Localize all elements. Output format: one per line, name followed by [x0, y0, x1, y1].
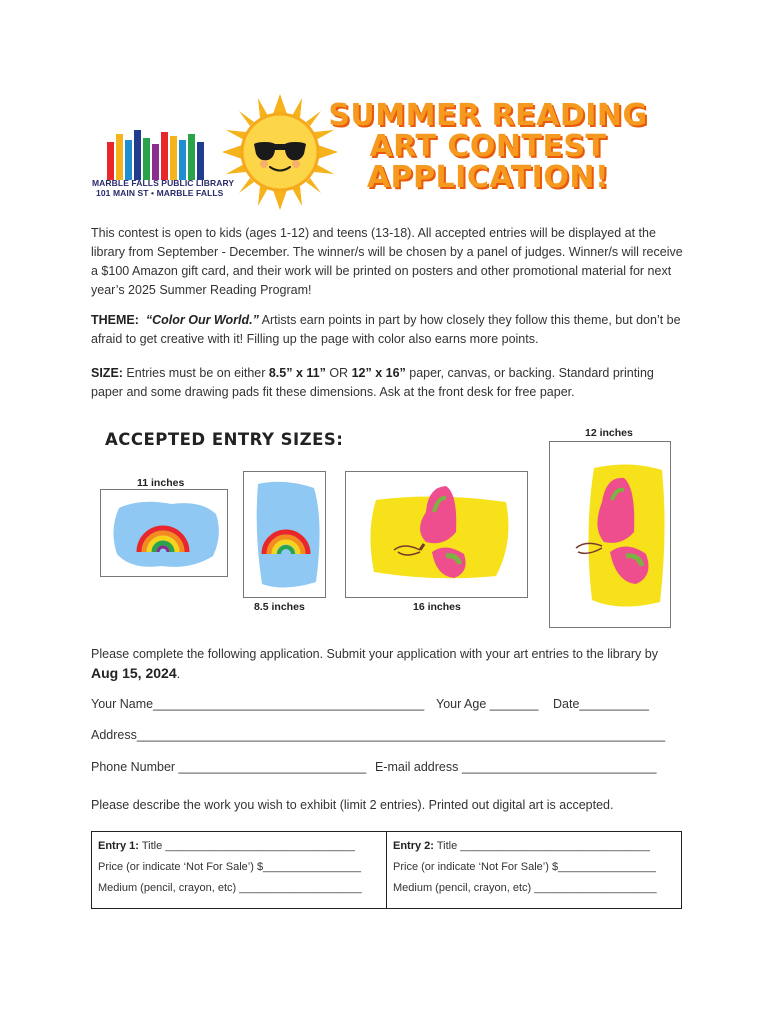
- deadline-period: .: [176, 667, 181, 681]
- accepted-sizes-heading: ACCEPTED ENTRY SIZES:: [105, 430, 344, 449]
- logo-book: [125, 140, 132, 180]
- title-line-1: SUMMER READING: [328, 98, 648, 133]
- size-label: SIZE:: [91, 366, 123, 380]
- entry-1-cell: [92, 832, 387, 908]
- logo-book: [197, 142, 204, 180]
- entry-2-title-field[interactable]: [393, 840, 650, 852]
- library-logo: [92, 130, 235, 200]
- logo-book: [134, 130, 141, 180]
- entry-2-title: Title _______________________________: [433, 840, 650, 852]
- logo-book: [179, 140, 186, 180]
- instructions-paragraph: [91, 645, 683, 684]
- entry-2-label: Entry 2:: [393, 840, 434, 852]
- date-field[interactable]: Date__________: [553, 697, 649, 711]
- entry-2-medium-field[interactable]: Medium (pencil, crayon, etc) ____________________: [393, 882, 657, 894]
- theme-paragraph: [91, 311, 683, 349]
- size-paragraph: [91, 364, 683, 402]
- size-text-1: Entries must be on either: [122, 366, 269, 380]
- address-field[interactable]: Address____________________________________________________________________________: [91, 728, 666, 742]
- describe-instruction: Please describe the work you wish to exhibit (limit 2 entries). Printed out digital art is accepted.: [91, 798, 614, 812]
- name-field[interactable]: Your Name_______________________________________: [91, 697, 425, 711]
- frame-a-width-label: 11 inches: [137, 477, 185, 489]
- size-option-1: 8.5” x 11”: [268, 366, 326, 380]
- frame-c-landscape: [345, 471, 528, 598]
- email-field[interactable]: E-mail address ____________________________: [375, 760, 657, 774]
- logo-book: [161, 132, 168, 180]
- logo-book: [143, 138, 150, 180]
- logo-address: 101 MAIN ST • MARBLE FALLS: [96, 188, 224, 198]
- instructions-text: Please complete the following application. Submit your application with your art entries to the library by: [91, 647, 658, 661]
- theme-text: Artists earn points in part by how closely they follow this theme, but don’t be afraid to get creative with it! Filling up the page with color also earns more points.: [91, 313, 681, 346]
- books-graphic: [107, 130, 217, 180]
- butterfly-drawing-icon: [346, 472, 527, 597]
- logo-book: [116, 134, 123, 180]
- logo-library-name: MARBLE FALLS PUBLIC LIBRARY: [92, 178, 235, 188]
- entry-1-medium-field[interactable]: Medium (pencil, crayon, etc) ____________________: [98, 882, 362, 894]
- rainbow-drawing-icon: [244, 472, 325, 597]
- size-option-2: 12” x 16”: [351, 366, 406, 380]
- entry-1-title: Title _______________________________: [138, 840, 355, 852]
- logo-book: [170, 136, 177, 180]
- logo-book: [188, 134, 195, 180]
- frame-b-width-label: 8.5 inches: [254, 601, 305, 613]
- intro-paragraph: This contest is open to kids (ages 1-12) and teens (13-18). All accepted entries will be displayed at the library from September - December. The winner/s will be chosen by a panel of judges. Winner/s will receive a $100 Amazon gift card, and their work will be printed on posters and other promotional material for next year’s 2025 Summer Reading Program!: [91, 226, 683, 297]
- age-field[interactable]: Your Age _______: [436, 697, 539, 711]
- entry-2-cell: [387, 832, 681, 908]
- rainbow-drawing-icon: [101, 490, 227, 576]
- size-text-2: OR: [325, 366, 352, 380]
- deadline-date: Aug 15, 2024: [91, 665, 177, 681]
- frame-d-width-label: 12 inches: [585, 427, 633, 439]
- frame-d-portrait: [549, 441, 671, 628]
- logo-book: [152, 144, 159, 180]
- logo-book: [107, 142, 114, 180]
- entry-1-label: Entry 1:: [98, 840, 139, 852]
- phone-field[interactable]: Phone Number ___________________________: [91, 760, 367, 774]
- size-text-3: paper, canvas, or backing. Standard printing paper and some drawing pads fit these dimensions. Ask at the front desk for free paper.: [91, 366, 654, 399]
- theme-value: “Color Our World.”: [145, 313, 259, 327]
- butterfly-drawing-icon: [550, 442, 670, 627]
- entries-table: [91, 831, 682, 909]
- name-field-line: [91, 697, 424, 711]
- title-line-2: ART CONTEST: [369, 129, 607, 164]
- frame-c-width-label: 16 inches: [413, 601, 461, 613]
- contest-title: [318, 100, 658, 200]
- title-line-3: APPLICATION!: [366, 160, 610, 195]
- entry-1-price-field[interactable]: Price (or indicate ‘Not For Sale’) $________________: [98, 861, 361, 873]
- theme-label: THEME:: [91, 313, 139, 327]
- entry-2-price-field[interactable]: Price (or indicate ‘Not For Sale’) $________________: [393, 861, 656, 873]
- entry-1-title-field[interactable]: [98, 840, 355, 852]
- frame-a-landscape: [100, 489, 228, 577]
- frame-b-portrait: [243, 471, 326, 598]
